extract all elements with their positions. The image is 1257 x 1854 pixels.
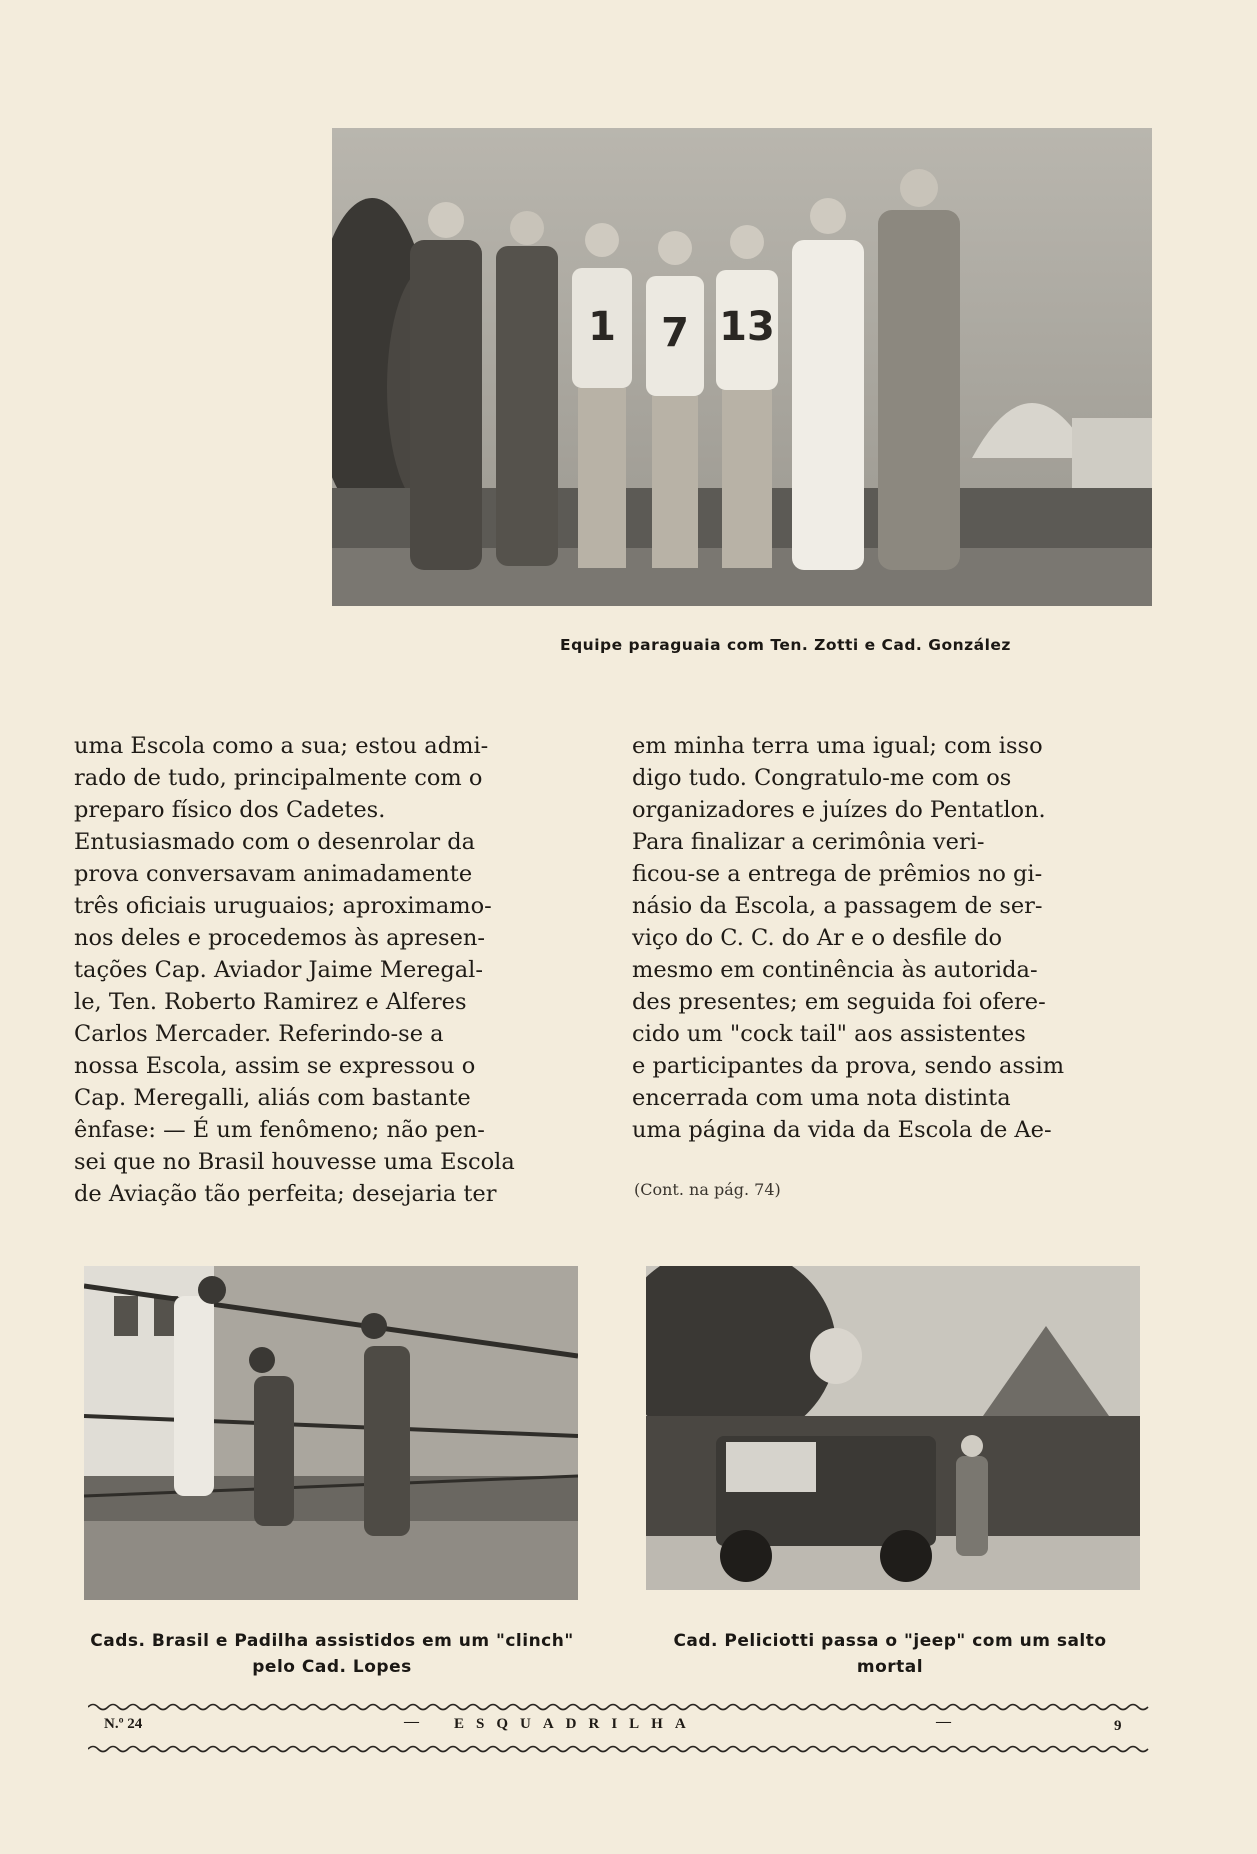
footer-dash-right: —	[936, 1714, 951, 1730]
page-footer	[104, 1712, 1144, 1738]
jersey-number-7: 7	[661, 310, 689, 356]
magazine-name: ESQUADRILHA	[454, 1716, 698, 1732]
footer-wavy-rule-bottom	[88, 1744, 1150, 1754]
footer-wavy-rule-top	[88, 1702, 1150, 1712]
continuation-note: (Cont. na pág. 74)	[634, 1180, 781, 1199]
team-photo-caption: Equipe paraguaia com Ten. Zotti e Cad. González	[560, 636, 1011, 654]
boxing-photo-caption: Cads. Brasil e Padilha assistidos em um "clinch" pelo Cad. Lopes	[90, 1631, 574, 1677]
right-column-text: em minha terra uma igual; com isso digo tudo. Congratulo-me com os organizadores e juízes do Pentatlon. Para finalizar a cerimônia veri- ficou-se a entrega de prêmios no gi- násio da Escola, a passagem de ser- viço do C. C. do Ar e o desfile do mesmo em continência às autorida- des presentes; em seguida foi ofere- cido um "cock tail" aos assistentes e participantes da prova, sendo assim encerrada com uma nota distinta uma página da vida da Escola de Ae-	[632, 733, 1065, 1143]
page-number: 9	[1114, 1718, 1122, 1734]
jersey-number-13: 13	[719, 304, 775, 350]
article-left-column	[74, 730, 594, 1210]
boxing-photo	[84, 1266, 578, 1600]
team-photo	[332, 128, 1152, 606]
jeep-jump-photo	[646, 1266, 1140, 1590]
jersey-number-1: 1	[588, 304, 616, 350]
jeep-photo-caption: Cad. Peliciotti passa o "jeep" com um salto mortal	[673, 1631, 1107, 1677]
issue-number: N.º 24	[104, 1716, 143, 1732]
footer-dash-left: —	[404, 1714, 419, 1730]
article-right-column	[632, 730, 1152, 1146]
left-column-text: uma Escola como a sua; estou admi- rado de tudo, principalmente com o preparo físico dos Cadetes. Entusiasmado com o desenrolar da prova conversavam animadamente três oficiais uruguaios; aproximamo- nos deles e procedemos às apresen- tações Cap. Aviador Jaime Meregal- le, Ten. Roberto Ramirez e Alferes Carlos Mercader. Referindo-se a nossa Escola, assim se expressou o Cap. Meregalli, aliás com bastante ênfase: — É um fenômeno; não pen- sei que no Brasil houvesse uma Escola de Aviação tão perfeita; desejaria ter	[74, 733, 515, 1207]
